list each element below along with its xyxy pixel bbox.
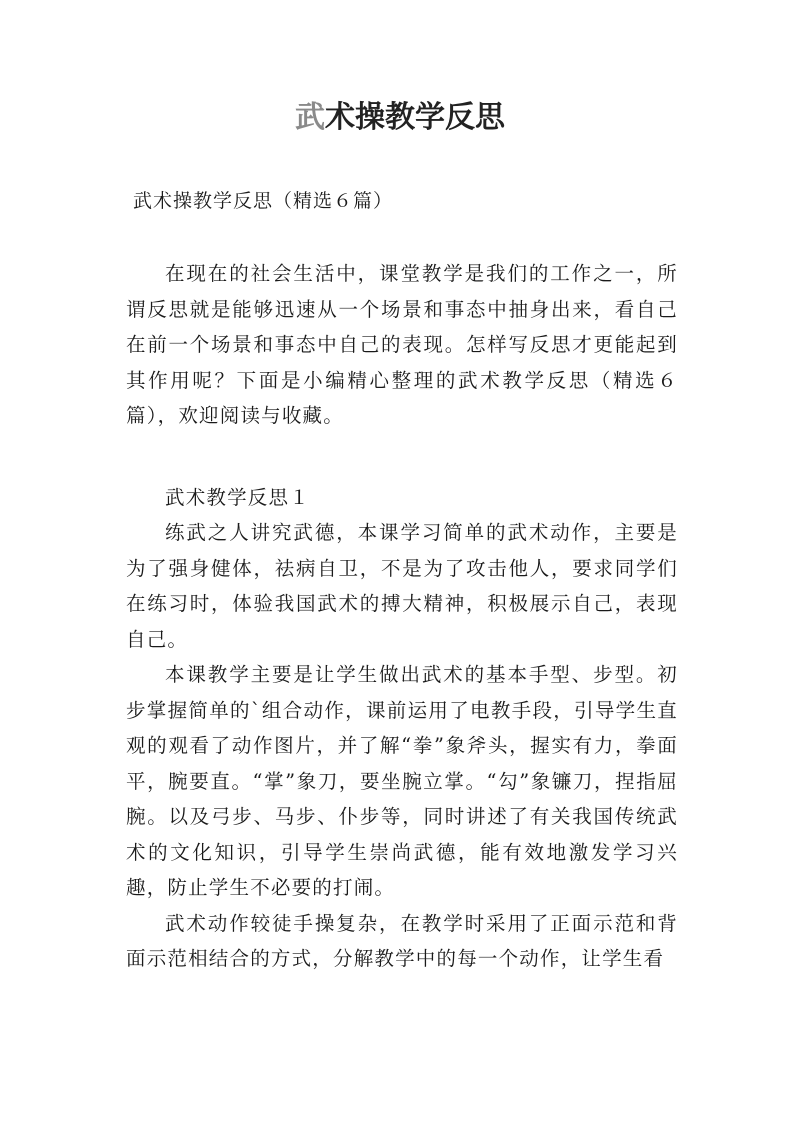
document-title <box>0 96 800 140</box>
body-paragraph-2: 本课教学主要是让学生做出武术的基本手型、步型。初步掌握简单的`组合动作，课前运用了电教手段，引导学生直观的观看了动作图片，并了解“拳”象斧头，握实有力，拳面平，腕要直。“掌”象刀，要坐腕立掌。“勾”象镰刀，捏指屈腕。以及弓步、马步、仆步等，同时讲述了有关我国传统武术的文化知识，引导学生崇尚武德，能有效地激发学习兴趣，防止学生不必要的打闹。 <box>126 663 678 899</box>
section-gap <box>126 434 678 480</box>
section-heading: 武术教学反思１ <box>165 485 310 509</box>
document-body <box>126 256 678 977</box>
intro-paragraph: 在现在的社会生活中，课堂教学是我们的工作之一，所谓反思就是能够迅速从一个场景和事态中抽身出来，看自己在前一个场景和事态中自己的表现。怎样写反思才更能起到其作用呢？下面是小编精心整理的武术教学反思（精选６篇），欢迎阅读与收藏。 <box>126 262 678 427</box>
document-subtitle: 武术操教学反思（精选６篇） <box>133 190 394 212</box>
title-rest: 术操教学反思 <box>325 100 505 135</box>
body-paragraph-3: 武术动作较徒手操复杂，在教学时采用了正面示范和背面示范相结合的方式，分解教学中的每一个动作，让学生看 <box>126 911 678 970</box>
body-paragraph-1: 练武之人讲究武德，本课学习简单的武术动作，主要是为了强身健体，祛病自卫，不是为了攻击他人，要求同学们在练习时，体验我国武术的搏大精神，积极展示自己，表现自己。 <box>126 521 678 651</box>
title-first-char: 武 <box>295 100 325 135</box>
